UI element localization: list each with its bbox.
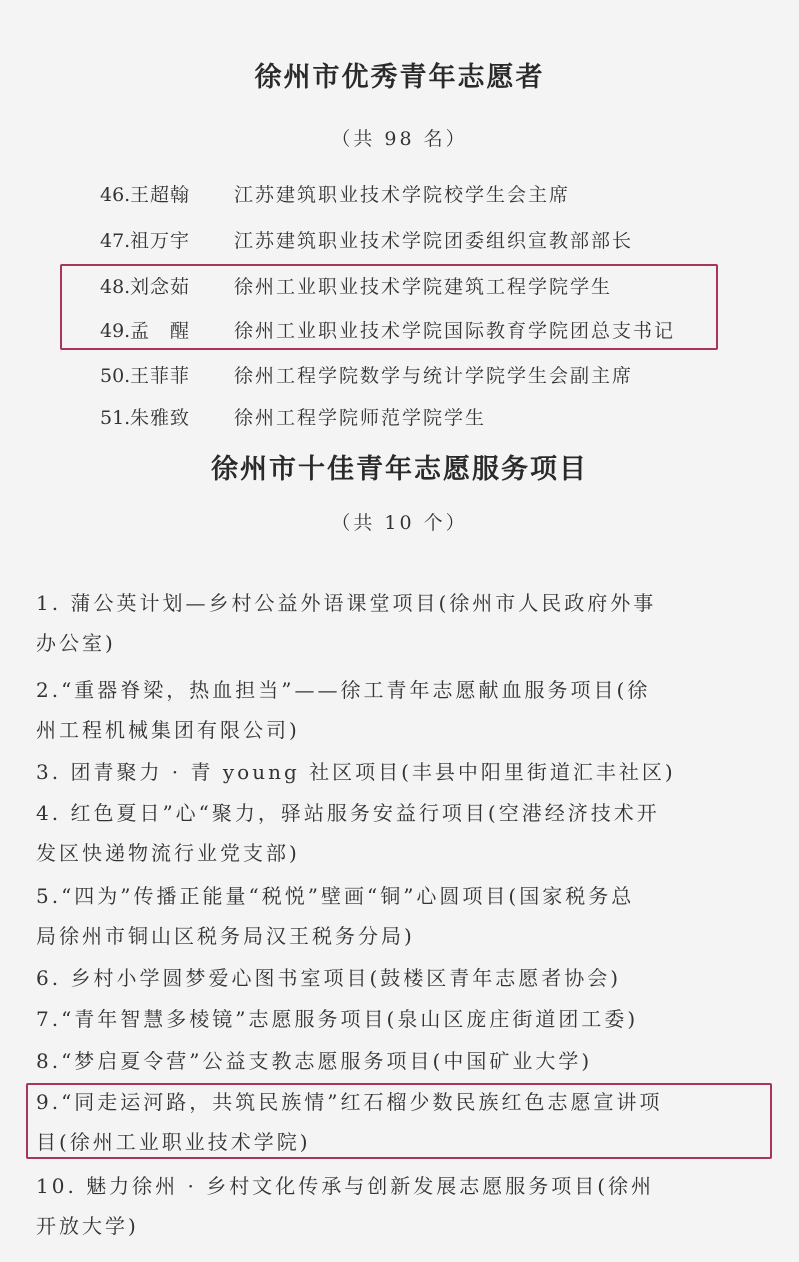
volunteer-number: 46.: [100, 184, 131, 206]
volunteer-name: 孟 醒: [130, 320, 191, 342]
project-line: 7.“青年智慧多棱镜”志愿服务项目(泉山区庞庄街道团工委): [36, 1007, 639, 1031]
volunteer-row: [100, 180, 570, 210]
volunteer-name: 王超翰: [130, 184, 191, 206]
project-line: 局徐州市铜山区税务局汉王税务分局): [36, 924, 415, 948]
project-item: [36, 670, 760, 750]
project-line: 发区快递物流行业党支部): [36, 841, 300, 865]
project-line: 1. 蒲公英计划—乡村公益外语课堂项目(徐州市人民政府外事: [36, 591, 657, 615]
volunteer-name: 朱雅致: [130, 407, 191, 429]
project-line: 办公室): [36, 631, 116, 655]
volunteer-name: 刘念茹: [130, 276, 191, 298]
volunteer-desc: 徐州工程学院数学与统计学院学生会副主席: [234, 365, 634, 387]
volunteer-desc: 江苏建筑职业技术学院校学生会主席: [234, 184, 571, 206]
highlight-box-volunteers: [60, 264, 718, 350]
volunteer-number: 50.: [100, 365, 131, 387]
project-line: 5.“四为”传播正能量“税悦”壁画“铜”心圆项目(国家税务总: [36, 884, 635, 908]
project-item: [36, 793, 760, 873]
volunteer-row: [100, 403, 486, 433]
volunteer-number: 47.: [100, 230, 131, 252]
volunteer-number: 49.: [100, 320, 131, 342]
project-line: 州工程机械集团有限公司): [36, 718, 300, 742]
project-item: [36, 752, 760, 792]
volunteer-desc: 徐州工业职业技术学院建筑工程学院学生: [234, 276, 613, 298]
project-line: 8.“梦启夏令营”公益支教志愿服务项目(中国矿业大学): [36, 1049, 593, 1073]
volunteer-row: [100, 226, 633, 256]
volunteer-number: 51.: [100, 407, 131, 429]
volunteer-name: 祖万宇: [130, 230, 191, 252]
highlight-box-project: [26, 1083, 772, 1159]
volunteer-number: 48.: [100, 276, 131, 298]
project-line: 6. 乡村小学圆梦爱心图书室项目(鼓楼区青年志愿者协会): [36, 966, 622, 990]
volunteer-row: [100, 361, 633, 391]
project-line: 3. 团青聚力 · 青 young 社区项目(丰县中阳里街道汇丰社区): [36, 760, 676, 784]
project-item: [36, 876, 760, 956]
project-line: 9.“同走运河路，共筑民族情”红石榴少数民族红色志愿宣讲项: [36, 1090, 663, 1114]
project-item: [36, 999, 760, 1039]
project-item: [36, 1166, 760, 1246]
volunteer-desc: 徐州工程学院师范学院学生: [234, 407, 487, 429]
section2-count: （共 10 个）: [331, 512, 468, 534]
section1-count: （共 98 名）: [331, 128, 468, 150]
project-line: 2.“重器脊梁，热血担当”——徐工青年志愿献血服务项目(徐: [36, 678, 651, 702]
project-line: 目(徐州工业职业技术学院): [36, 1130, 311, 1154]
volunteer-desc: 徐州工业职业技术学院国际教育学院团总支书记: [234, 320, 676, 342]
project-item: [36, 958, 760, 998]
volunteer-name: 王菲菲: [130, 365, 191, 387]
volunteer-desc: 江苏建筑职业技术学院团委组织宣教部部长: [234, 230, 634, 252]
section2-title: 徐州市十佳青年志愿服务项目: [211, 454, 588, 485]
project-line: 4. 红色夏日”心“聚力，驿站服务安益行项目(空港经济技术开: [36, 801, 660, 825]
project-item: [36, 583, 760, 663]
project-line: 10. 魅力徐州 · 乡村文化传承与创新发展志愿服务项目(徐州: [36, 1174, 655, 1198]
project-item: [36, 1041, 760, 1081]
project-line: 开放大学): [36, 1214, 139, 1238]
section1-title: 徐州市优秀青年志愿者: [254, 62, 545, 93]
